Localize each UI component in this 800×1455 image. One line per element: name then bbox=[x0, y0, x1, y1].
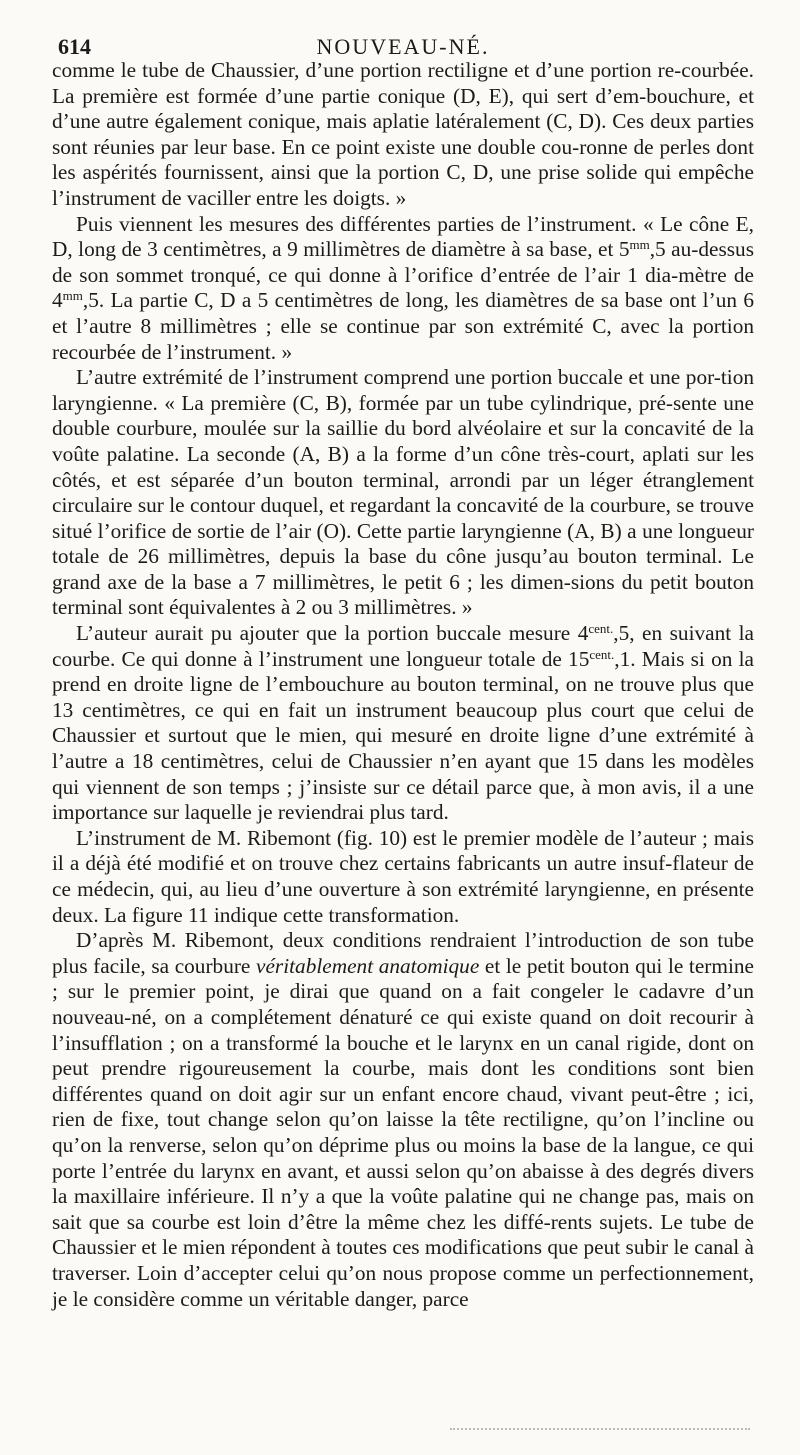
text-run: L’auteur aurait pu ajouter que la portion buccale mesure 4 bbox=[76, 621, 589, 646]
superscript-unit: mm bbox=[629, 237, 650, 253]
paragraph bbox=[52, 58, 754, 212]
page-number: 614 bbox=[58, 34, 91, 59]
text-run: ,1. Mais si on la prend en droite ligne de l’embouchure au bouton terminal, on ne trouve plus que 13 centimètres, ce qui en fait un instrument beaucoup plus court que celui de Chaussier et surtout que le mien, qui mesuré en droite ligne d’une extrémité à l’autre a 18 centimètres, celui de Chaussier n’en ayant que 15 dans les modèles qui viennent de son temps ; j’insiste sur ce détail parce que, à mon avis, il a une importance sur laquelle je reviendrai plus tard. bbox=[52, 646, 755, 825]
text-run: L’autre extrémité de l’instrument comprend une portion buccale et une por-tion laryngienne. « La première (C, B), formée par un tube cylindrique, pré-sente une double courbure, moulée sur la saillie du bord alvéolaire et sur la concavité de la voûte palatine. La seconde (A, B) a la forme d’un cône très-court, aplati sur les côtés, et est séparée d’un bouton terminal, arrondi par un léger étranglement circulaire sur le contour duquel, et regardant la concavité de la courbure, se trouve situé l’orifice de sortie de l’air (O). Cette partie laryngienne (A, B) a une longueur totale de 26 millimètres, depuis la base du cône jusqu’au bouton terminal. Le grand axe de la base a 7 millimètres, le petit 6 ; les dimen-sions du petit bouton terminal sont équivalentes à 2 ou 3 millimètres. » bbox=[52, 365, 754, 620]
text-run: ,5. La partie C, D a 5 centimètres de long, les diamètres de sa base ont l’un 6 et l’autre 8 millimètres ; elle se continue par son extrémité C, avec la portion recourbée de l’instrument. » bbox=[52, 288, 754, 364]
superscript-unit: cent. bbox=[589, 646, 615, 662]
body-text bbox=[52, 58, 754, 1312]
superscript-unit: mm bbox=[62, 288, 83, 304]
text-run: et le petit bouton qui le termine ; sur le premier point, je dirai que quand on a fait congeler le cadavre d’un nouveau-né, on a complétement dénaturé ce qui existe quand on doit recourir à l’insufflation ; on a transformé la bouche et le larynx en un canal rigide, dont on peut prendre rigoureusement la courbe, mais dont les conditions sont bien différentes quand on doit agir sur un enfant encore chaud, vivant peut-être ; ici, rien de fixe, tout change selon qu’on laisse la tête rectiligne, qu’on l’incline ou qu’on la renverse, selon qu’on déprime plus ou moins la base de la langue, ce qui porte l’entrée du larynx en avant, et aussi selon qu’on abaisse à des degrés divers la maxillaire inférieure. Il n’y a que la voûte palatine qui ne change pas, mais on sait que sa courbe est loin d’être la même chez les diffé-rents sujets. Le tube de Chaussier et le mien répondent à toutes ces modifications que peut subir le canal à traverser. Loin d’accepter celui qu’on nous propose comme un perfectionnement, je le considère comme un véritable danger, parce bbox=[52, 953, 754, 1311]
running-title: NOUVEAU-NÉ. bbox=[316, 34, 490, 59]
paragraph bbox=[52, 621, 754, 826]
footer-rule bbox=[450, 1428, 750, 1433]
text-run: ,5, en suivant la courbe. Ce qui donne à l’instrument une longueur totale de 15 bbox=[52, 621, 754, 671]
page-header bbox=[52, 18, 754, 58]
paragraph bbox=[52, 365, 754, 621]
paragraph bbox=[52, 826, 754, 928]
text-run: ,5 au-dessus de son sommet tronqué, ce qui donne à l’orifice d’entrée de l’air 1 dia-mètre de 4 bbox=[52, 237, 754, 313]
paragraph bbox=[52, 212, 754, 366]
text-run: D’après M. Ribemont, deux conditions rendraient l’introduction de son tube plus facile, sa courbure bbox=[52, 928, 754, 978]
superscript-unit: cent. bbox=[588, 621, 614, 637]
text-run: Puis viennent les mesures des différentes parties de l’instrument. « Le cône E, D, long de 3 centimètres, a 9 millimètres de diamètre à sa base, et 5 bbox=[52, 211, 754, 262]
paragraph bbox=[52, 928, 754, 1312]
text-run: L’instrument de M. Ribemont (fig. 10) est le premier modèle de l’auteur ; mais il a déjà été modifié et on trouve chez certains fabricants un autre insuf-flateur de ce médecin, qui, au lieu d’une ouverture à son extrémité laryngienne, en présente deux. La figure 11 indique cette transformation. bbox=[52, 825, 754, 927]
italic-phrase: véritablement anatomique bbox=[256, 953, 480, 978]
text-run: comme le tube de Chaussier, d’une portion rectiligne et d’une portion re-courbée. La première est formée d’une partie conique (D, E), qui sert d’em-bouchure, et d’une autre également conique, mais aplatie latéralement (C, D). Ces deux parties sont réunies par leur base. En ce point existe une double cou-ronne de perles dont les aspérités fournissent, ainsi que la portion C, D, une prise solide qui empêche l’instrument de vaciller entre les doigts. » bbox=[52, 58, 754, 210]
